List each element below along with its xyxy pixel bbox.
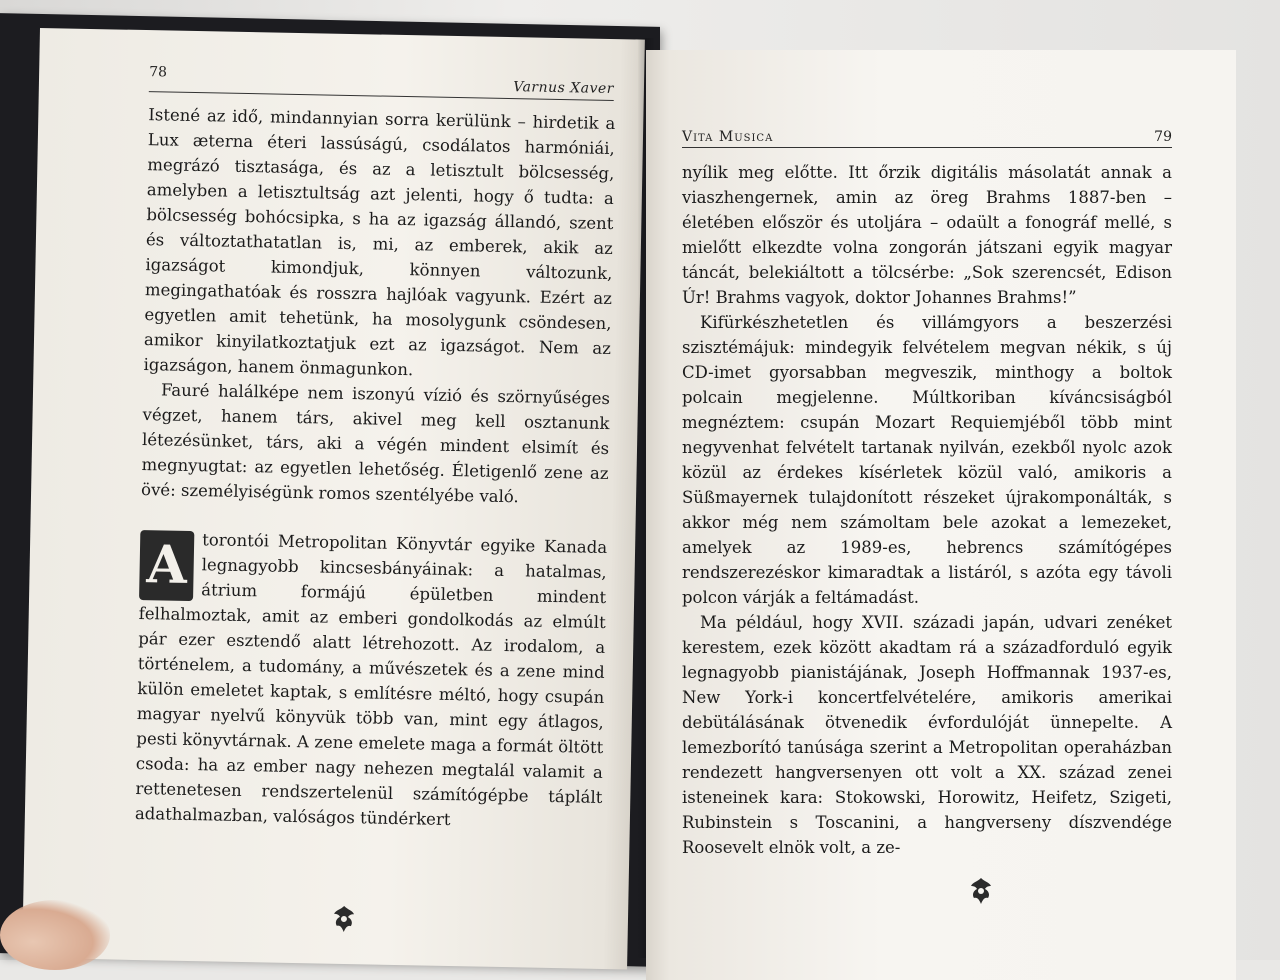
drop-cap: A (139, 530, 194, 601)
right-page-body (682, 160, 1172, 860)
page-number-left: 78 (149, 64, 168, 81)
running-head-author: Varnus Xaver (513, 79, 615, 98)
right-page (646, 50, 1236, 980)
section-text: torontói Metropolitan Könyvtár egyike Kanada legnagyobb kincsesbányáinak: a hatalmas, átrium formájú épületben mindent felhalmoztak, amit az emberi gondolkodás az elmúlt pár ezer esztendő alatt létrehozott. Az irodalom, a történelem, a tudomány, a művészetek és a zene mind külön emeletet kaptak, s említésre méltó, hogy csupán magyar nyelvű könyvük több van, mint egy átlagos, pesti könyvtárnak. A zene emelete maga a formát öltött csoda: ha az ember nagy nehezen megtalál valamit a rettenetesen rendszertelenül számítógépbe táplált adathalmazban, valóságos tündérkert (134, 530, 608, 830)
page-number-right: 79 (1154, 129, 1172, 145)
paragraph: Fauré halálképe nem iszonyú vízió és szörnyűséges végzet, hanem társ, akivel meg kell osztanunk létezésünket, társ, aki a végén mindent elsimít és megnyugtat: az egyetlen lehetőség. Életigenlő zene az övé: személyiségünk romos szentélyébe való. (140, 380, 611, 507)
left-page (22, 28, 645, 969)
header-rule (682, 147, 1172, 148)
right-page-header (682, 126, 1172, 148)
printer-ornament-icon (968, 876, 994, 906)
paragraph: nyílik meg előtte. Itt őrzik digitális másolatát annak a viaszhengernek, amin az öreg Brahms 1887-ben – életében először és utoljára – odaült a fonográf mellé, s mielőtt elkezdte volna zongorán játszani egyik magyar táncát, belekiáltott a tölcsérbe: „Sok szerencsét, Edison Úr! Brahms vagyok, doktor Johannes Brahms!” (682, 163, 1172, 307)
running-head-title: Vita Musica (682, 129, 774, 145)
left-page-header (149, 62, 614, 101)
paragraph: Kifürkészhetetlen és villámgyors a beszerzési szisztémájuk: mindegyik felvételem megvan nékik, s új CD-imet gyorsabban megveszik, minthogy a boltok polcain megjelenne. Múltkoriban kíváncsiságból megnéztem: csupán Mozart Requiemjéből több mint negyvenhat felvételt tartanak nyilván, ezekből nyolc azok közül az érdekes kísérletek közül való, amikoris a Süßmayernek tulajdonított részeket újrakomponálták, s akkor még nem számoltam bele azokat a lemezeket, amelyek az 1989-es, hebrencs számítógépes rendszerezéskor kimaradtak a listáról, s azóta egy távoli polcon várják a feltámadást. (682, 313, 1172, 607)
paragraph: Istené az idő, mindannyian sorra kerülünk – hirdetik a Lux æterna éteri lassúságú, csodálatos harmóniái, megrázó tisztasága, és az a letisztult bölcsesség, amelyben a letisztultság azt jelenti, hogy ő tudta: a bölcsesség bohócsipka, s ha az igazság állandó, szent és változtathatatlan is, mi, az emberek, akik az igazságot kimondjuk, könnyen változunk, megingathatóak és rosszra hajlóak vagyunk. Ezért az egyetlen amit tehetünk, ha mosolygunk csöndesen, amikor kinyilatkoztatjuk ezt az igazságot. Nem az igazságon, hanem önmagunkon. (143, 105, 616, 380)
open-book (40, 28, 1236, 960)
paragraph: Ma például, hogy XVII. századi japán, udvari zenéket kerestem, ezek között akadtam rá a századforduló egyik legnagyobb pianistájának, Joseph Hoffmannak 1937-es, New York-i koncertfelvételére, amikoris amerikai debütálásának ötvenedik évfordulóját ünnepelte. A lemezborító tanúsága szerint a Metropolitan operaházban rendezett hangversenyen ott volt a XX. század zenei isteneinek kara: Stokowski, Horowitz, Heifetz, Szigeti, Rubinstein s Toscanini, a hangverseny díszvendége Roosevelt elnök volt, a ze- (682, 613, 1172, 857)
section-opening-paragraph (135, 526, 608, 835)
printer-ornament-icon (331, 904, 358, 934)
left-page-body (135, 102, 616, 835)
